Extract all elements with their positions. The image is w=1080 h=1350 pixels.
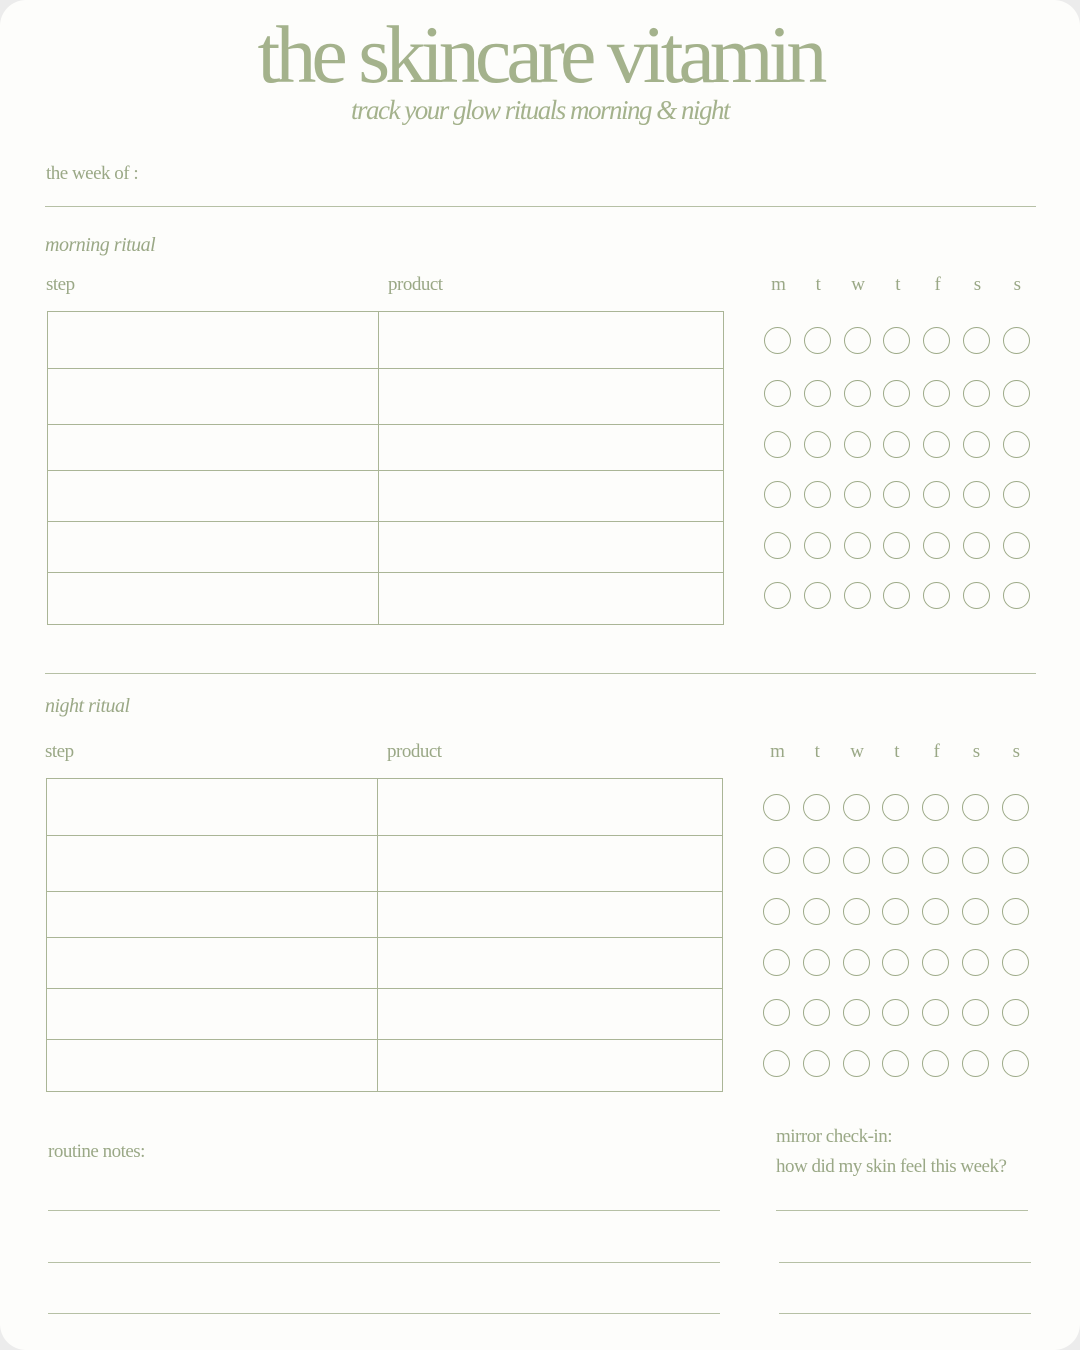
- morning-step-cell[interactable]: [48, 369, 379, 425]
- night-day-checkbox[interactable]: [763, 847, 790, 874]
- night-day-checkbox[interactable]: [922, 847, 949, 874]
- morning-day-checkbox[interactable]: [804, 481, 831, 508]
- night-step-cell[interactable]: [47, 1040, 378, 1092]
- morning-product-cell[interactable]: [379, 369, 724, 425]
- morning-day-checkbox[interactable]: [1003, 431, 1030, 458]
- night-day-checkbox[interactable]: [882, 794, 909, 821]
- morning-day-label: t: [895, 274, 901, 295]
- mirror-line[interactable]: [779, 1313, 1031, 1314]
- table-row: [47, 938, 723, 989]
- morning-day-checkbox[interactable]: [963, 327, 990, 354]
- night-step-cell[interactable]: [47, 836, 378, 892]
- table-row: [48, 312, 724, 369]
- morning-day-checkbox[interactable]: [883, 481, 910, 508]
- routine-notes-label: routine notes:: [48, 1141, 145, 1162]
- morning-step-cell[interactable]: [48, 425, 379, 471]
- morning-day-checkbox[interactable]: [1003, 380, 1030, 407]
- night-product-cell[interactable]: [378, 938, 723, 989]
- night-day-checkbox[interactable]: [1002, 898, 1029, 925]
- night-product-cell[interactable]: [378, 779, 723, 836]
- table-row: [48, 425, 724, 471]
- morning-product-cell[interactable]: [379, 573, 724, 625]
- morning-day-checkbox[interactable]: [923, 431, 950, 458]
- morning-day-checkbox[interactable]: [844, 431, 871, 458]
- night-product-header: product: [387, 741, 442, 762]
- night-day-checkbox[interactable]: [882, 999, 909, 1026]
- morning-day-checkbox[interactable]: [1003, 327, 1030, 354]
- night-day-label: s: [972, 741, 981, 762]
- night-day-checkbox[interactable]: [843, 999, 870, 1026]
- night-step-cell[interactable]: [47, 938, 378, 989]
- morning-day-checkbox[interactable]: [844, 327, 871, 354]
- night-day-checkbox[interactable]: [882, 1050, 909, 1077]
- night-day-checkbox[interactable]: [763, 949, 790, 976]
- morning-day-checkbox[interactable]: [764, 380, 791, 407]
- morning-day-checkbox[interactable]: [883, 582, 910, 609]
- night-day-checkbox[interactable]: [882, 949, 909, 976]
- morning-day-checkbox[interactable]: [844, 481, 871, 508]
- night-day-label: s: [1012, 741, 1020, 762]
- night-day-checkbox[interactable]: [1002, 999, 1029, 1026]
- morning-day-label: f: [934, 274, 941, 295]
- morning-day-checkbox[interactable]: [883, 431, 910, 458]
- morning-day-checkbox[interactable]: [923, 481, 950, 508]
- night-day-checkbox[interactable]: [922, 999, 949, 1026]
- page-subtitle: track your glow rituals morning & night: [350, 95, 729, 125]
- morning-day-checkbox[interactable]: [1003, 582, 1030, 609]
- table-row: [47, 892, 723, 938]
- morning-step-cell[interactable]: [48, 312, 379, 369]
- morning-ritual-heading: morning ritual: [45, 234, 156, 256]
- night-day-checkbox[interactable]: [1002, 1050, 1029, 1077]
- morning-day-checkbox[interactable]: [844, 532, 871, 559]
- morning-day-checkbox[interactable]: [764, 431, 791, 458]
- section-divider: [45, 673, 1036, 674]
- morning-product-header: product: [388, 274, 443, 295]
- night-day-checkbox[interactable]: [1002, 794, 1029, 821]
- night-day-checkbox[interactable]: [882, 847, 909, 874]
- morning-day-checkbox[interactable]: [804, 431, 831, 458]
- night-day-checkbox[interactable]: [1002, 847, 1029, 874]
- night-day-checkbox[interactable]: [803, 999, 830, 1026]
- night-step-cell[interactable]: [47, 989, 378, 1040]
- mirror-line[interactable]: [776, 1210, 1028, 1211]
- morning-day-checkbox[interactable]: [804, 532, 831, 559]
- night-ritual-heading: night ritual: [45, 695, 130, 717]
- morning-day-checkbox[interactable]: [883, 532, 910, 559]
- night-day-label: f: [933, 741, 940, 762]
- table-row: [47, 1040, 723, 1092]
- night-day-checkbox[interactable]: [922, 898, 949, 925]
- notes-line[interactable]: [48, 1262, 720, 1263]
- morning-step-cell[interactable]: [48, 522, 379, 573]
- morning-step-header: step: [46, 274, 75, 295]
- mirror-line[interactable]: [779, 1262, 1031, 1263]
- mirror-check-in-label: mirror check-in:: [776, 1126, 892, 1147]
- morning-step-cell[interactable]: [48, 573, 379, 625]
- morning-day-checkbox[interactable]: [883, 327, 910, 354]
- morning-day-checkbox[interactable]: [764, 481, 791, 508]
- night-day-checkbox[interactable]: [803, 1050, 830, 1077]
- table-row: [48, 573, 724, 625]
- morning-step-cell[interactable]: [48, 471, 379, 522]
- table-row: [48, 471, 724, 522]
- morning-day-checkbox[interactable]: [844, 582, 871, 609]
- morning-day-checkbox[interactable]: [764, 532, 791, 559]
- night-day-checkbox[interactable]: [922, 949, 949, 976]
- night-day-checkbox[interactable]: [922, 794, 949, 821]
- night-day-checkbox[interactable]: [803, 898, 830, 925]
- night-day-checkbox[interactable]: [803, 847, 830, 874]
- morning-day-label: s: [973, 274, 982, 295]
- night-day-checkbox[interactable]: [763, 1050, 790, 1077]
- morning-product-cell[interactable]: [379, 522, 724, 573]
- night-day-checkbox[interactable]: [843, 1050, 870, 1077]
- night-step-cell[interactable]: [47, 892, 378, 938]
- morning-day-checkbox[interactable]: [923, 582, 950, 609]
- night-day-checkbox[interactable]: [843, 949, 870, 976]
- night-day-checkbox[interactable]: [962, 847, 989, 874]
- morning-day-checkbox[interactable]: [764, 327, 791, 354]
- night-day-label: m: [770, 741, 785, 762]
- night-ritual-table: [46, 778, 723, 1092]
- night-day-checkbox[interactable]: [922, 1050, 949, 1077]
- morning-day-checkbox[interactable]: [764, 582, 791, 609]
- night-day-checkbox[interactable]: [882, 898, 909, 925]
- notes-line[interactable]: [48, 1210, 720, 1211]
- morning-day-checkbox[interactable]: [963, 582, 990, 609]
- night-product-cell[interactable]: [378, 1040, 723, 1092]
- night-day-checkbox[interactable]: [763, 999, 790, 1026]
- morning-day-checkbox[interactable]: [923, 327, 950, 354]
- morning-day-checkbox[interactable]: [883, 380, 910, 407]
- night-day-checkbox[interactable]: [763, 794, 790, 821]
- night-day-checkbox[interactable]: [803, 794, 830, 821]
- table-row: [48, 522, 724, 573]
- night-day-label: t: [894, 741, 900, 762]
- night-day-label: t: [814, 741, 820, 762]
- morning-day-checkbox[interactable]: [844, 380, 871, 407]
- night-product-cell[interactable]: [378, 892, 723, 938]
- morning-day-checkbox[interactable]: [923, 532, 950, 559]
- morning-day-checkbox[interactable]: [963, 431, 990, 458]
- night-day-label: w: [850, 741, 864, 762]
- table-row: [47, 989, 723, 1040]
- morning-day-checkbox[interactable]: [963, 481, 990, 508]
- morning-product-cell[interactable]: [379, 312, 724, 369]
- morning-day-label: w: [851, 274, 865, 295]
- morning-day-checkbox[interactable]: [804, 380, 831, 407]
- night-day-checkbox[interactable]: [843, 898, 870, 925]
- night-day-checkbox[interactable]: [962, 794, 989, 821]
- morning-day-checkbox[interactable]: [804, 327, 831, 354]
- morning-day-checkbox[interactable]: [963, 532, 990, 559]
- night-day-checkbox[interactable]: [962, 898, 989, 925]
- morning-ritual-table: [47, 311, 724, 625]
- night-product-cell[interactable]: [378, 989, 723, 1040]
- night-day-checkbox[interactable]: [803, 949, 830, 976]
- morning-day-checkbox[interactable]: [923, 380, 950, 407]
- night-step-cell[interactable]: [47, 779, 378, 836]
- morning-product-cell[interactable]: [379, 425, 724, 471]
- page-title: the skincare vitamin: [257, 9, 823, 100]
- night-day-checkbox[interactable]: [843, 794, 870, 821]
- morning-day-checkbox[interactable]: [1003, 532, 1030, 559]
- night-day-checkbox[interactable]: [763, 898, 790, 925]
- morning-day-checkbox[interactable]: [963, 380, 990, 407]
- morning-day-checkbox[interactable]: [804, 582, 831, 609]
- table-row: [47, 779, 723, 836]
- morning-day-label: s: [1013, 274, 1021, 295]
- night-day-checkbox[interactable]: [1002, 949, 1029, 976]
- night-product-cell[interactable]: [378, 836, 723, 892]
- mirror-check-in-question: how did my skin feel this week?: [776, 1156, 1007, 1177]
- morning-day-checkbox[interactable]: [1003, 481, 1030, 508]
- table-row: [47, 836, 723, 892]
- night-day-checkbox[interactable]: [962, 1050, 989, 1077]
- night-day-checkbox[interactable]: [962, 949, 989, 976]
- morning-product-cell[interactable]: [379, 471, 724, 522]
- night-day-checkbox[interactable]: [843, 847, 870, 874]
- night-step-header: step: [45, 741, 74, 762]
- table-row: [48, 369, 724, 425]
- morning-day-label: m: [771, 274, 786, 295]
- notes-line[interactable]: [48, 1313, 720, 1314]
- week-of-line[interactable]: [45, 206, 1036, 207]
- night-day-checkbox[interactable]: [962, 999, 989, 1026]
- morning-day-label: t: [815, 274, 821, 295]
- week-of-label: the week of :: [46, 163, 139, 184]
